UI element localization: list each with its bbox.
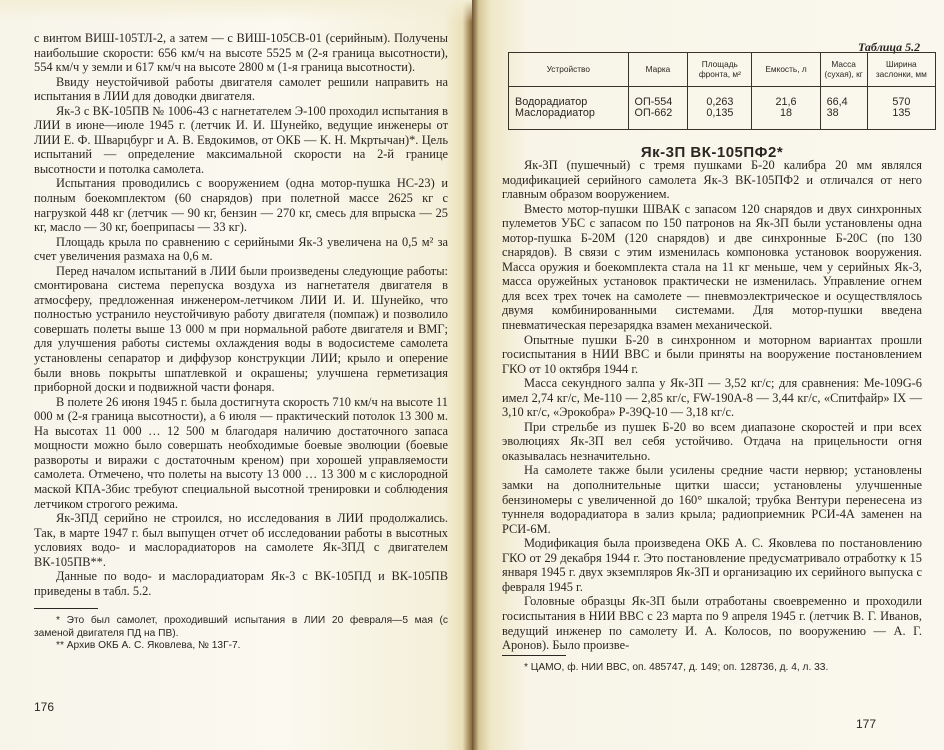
column-header: Площадь фронта, м² bbox=[688, 53, 752, 87]
right-page-body bbox=[502, 158, 922, 674]
table-caption: Таблица 5.2 bbox=[858, 40, 921, 54]
column-header: Марка bbox=[628, 53, 688, 87]
column-header: Ширина заслонки, мм bbox=[867, 53, 935, 87]
paragraph: Як-3ПД серийно не строился, но исследования в ЛИИ продолжались. Так, в марте 1947 г. был выпущен отчет об исследовании работы в высотных условиях водо- и маслорадиаторов на самолете Як-3ПД с двигателем ВК-105ПВ**. bbox=[34, 511, 448, 569]
paragraph: При стрельбе из пушек Б-20 во всем диапазоне скоростей и при всех эволюциях Як-3П вел себя устойчиво. Отдача на прицельности огня оказывалась незначительно. bbox=[502, 419, 922, 463]
cell-value: 135 bbox=[892, 107, 911, 119]
paragraph: Ввиду неустойчивой работы двигателя самолет решили направить на испытания в ЛИИ для доводки двигателя. bbox=[34, 74, 448, 104]
left-page-body bbox=[34, 31, 448, 653]
cell-value: 18 bbox=[780, 107, 793, 119]
section-title: Як-3П ВК-105ПФ2* bbox=[640, 144, 784, 161]
cell-value: 66,4 bbox=[826, 95, 848, 108]
paragraph: Масса секундного залпа у Як-3П — 3,52 кг/с; для сравнения: Ме-109G-6 имел 2,74 кг/с, Ме-110 — 2,85 кг/с, FW-190A-8 — 3,44 кг/с, «Спитфайр» IX — 3,10 кг/с, «Эрокобра» P-39Q-10 — 3,18 кг/с. bbox=[502, 376, 922, 420]
table-header-row bbox=[509, 53, 936, 87]
cell-value: ОП-662 bbox=[634, 107, 673, 119]
footnote-divider bbox=[502, 655, 566, 656]
column-header: Устройство bbox=[509, 53, 629, 87]
cell-value: Водорадиатор bbox=[515, 95, 588, 108]
paragraph: Опытные пушки Б-20 в синхронном и моторном вариантах прошли госиспытания в НИИ ВВС и были приняты на вооружение постановлением ГКО от 10 октября 1944 г. bbox=[502, 332, 922, 376]
cell-value: 570 bbox=[892, 95, 911, 108]
table-cell bbox=[752, 87, 820, 130]
table-cell bbox=[820, 87, 867, 130]
radiator-table bbox=[508, 52, 936, 130]
table-cell bbox=[688, 87, 752, 130]
cell-value: 21,6 bbox=[775, 95, 797, 108]
paragraph: Вместо мотор-пушки ШВАК с запасом 120 снарядов и двух синхронных пулеметов УБС с запасом по 150 патронов на Як-3П были установлены одна мотор-пушка Б-20М (120 снарядов) и две синхронные Б-20С (по 130 снарядов). В связи с этим изменилась компоновка установок вооружения. Масса оружия и боекомплекта стала на 11 кг меньше, чем у серийных Як-3, масса оружейных установок практически не изменилась. Управление огнем для всех трех точек на самолете — пневмоэлектрическое и осуществлялось двумя комбинированными системами. Для мотор-пушки введена пневматическая перезарядка взамен механической. bbox=[502, 201, 922, 333]
cell-value: ОП-554 bbox=[634, 95, 673, 108]
paragraph: Площадь крыла по сравнению с серийными Як-3 увеличена на 0,5 м² за счет увеличения размаха на 0,6 м. bbox=[34, 234, 448, 264]
table-cell bbox=[509, 87, 629, 130]
cell-value: 0,263 bbox=[706, 95, 734, 108]
footnote: * ЦАМО, ф. НИИ ВВС, оп. 485747, д. 149; оп. 128736, д. 4, л. 33. bbox=[524, 661, 829, 673]
paragraph: Як-3П (пушечный) с тремя пушками Б-20 калибра 20 мм являлся модификацией серийного самолета Як-3 ВК-105ПФ2 и отличался от него главным образом вооружением. bbox=[502, 158, 922, 202]
paragraph: с винтом ВИШ-105ТЛ-2, а затем — с ВИШ-105СВ-01 (серийным). Получены наибольшие скорости: 656 км/ч на высоте 5525 м (2-я граница высотности), 554 км/ч у земли и 617 км/ч на высоте 2800 м (1-я граница высотности). bbox=[34, 31, 448, 75]
paragraph: На самолете также были усилены средние части нервюр; установлены замки на дополнительные щитки шасси; установлены улучшенные бензиномеры с увеличенной до 160° шкалой; трубка Вентури перенесена из туннеля водорадиатора в зализ крыла; радиоприемник РСИ-4А заменен на РСИ-6М. bbox=[502, 463, 922, 536]
footnote-divider bbox=[34, 608, 98, 609]
paragraph: Данные по водо- и маслорадиаторам Як-3 с ВК-105ПД и ВК-105ПВ приведены в табл. 5.2. bbox=[34, 569, 448, 598]
page-number: 176 bbox=[34, 700, 55, 714]
page-number: 177 bbox=[855, 717, 876, 731]
footnote: * Это был самолет, проходивший испытания в ЛИИ 20 февраля—5 мая (с заменой двигателя ПД на ПВ). bbox=[34, 615, 448, 639]
column-header: Емкость, л bbox=[752, 53, 820, 87]
paragraph: Головные образцы Як-3П были отработаны своевременно и проходили госиспытания в НИИ ВВС с 23 марта по 9 апреля 1945 г. (летчик В. Г. Иванов, ведущий инженер по самолету И. А. Колосов, по вооружению — А. Г. Аронов). Было произве- bbox=[502, 594, 922, 653]
cell-value: 38 bbox=[826, 107, 839, 119]
table-row bbox=[509, 87, 936, 130]
column-header: Масса (сухая), кг bbox=[820, 53, 867, 87]
paragraph: Перед началом испытаний в ЛИИ были произведены следующие работы: смонтирована система перепуска воздуха из нагнетателя двигателя в атмосферу, предложенная инженером-летчиком ЛИИ И. И. Шунейко, что полностью устранило неустойчивую работу двигателя (помпаж) и позволило совершать полеты выше 13 000 м при нормальной работе двигателя и ВМГ; для улучшения работы системы охлаждения воды в водосистеме самолета установлены сепаратор и диффузор конструкции ЛИИ; крыло и оперение были вновь покрыты шпатлевкой и окрашены; улучшена герметизация приборной доски и подвижной части фонаря. bbox=[34, 263, 448, 395]
cell-value: Маслорадиатор bbox=[515, 107, 595, 119]
paragraph: Як-3 с ВК-105ПВ № 1006-43 с нагнетателем Э-100 проходил испытания в ЛИИ в июне—июле 1945 г. (летчик И. И. Шунейко, ведущие инженеры от ЛИИ Е. Ф. Шварцбург и А. В. Евдокимов, от ОКБ — К. Н. Мкртычан)*. Цель испытаний — определение максимальной скорости на 2-й границе высотности и потолка самолета. bbox=[34, 103, 448, 176]
table-cell bbox=[867, 87, 935, 130]
cell-value: 0,135 bbox=[706, 107, 734, 119]
table-cell bbox=[628, 87, 688, 130]
paragraph: Модификация была произведена ОКБ А. С. Яковлева по постановлению ГКО от 29 декабря 1944 г. Это постановление предусматривало отработку к 15 января 1945 г. двух экземпляров Як-3П и организацию их серийного выпуска с февраля 1945 г. bbox=[502, 536, 922, 594]
paragraph: Испытания проводились с вооружением (одна мотор-пушка НС-23) и полным боекомплектом (60 снарядов) при полетной массе 2625 кг с нагрузкой 448 кг (летчик — 90 кг, бензин — 270 кг, смесь для впрыска — 25 кг, масло — 30 кг, боеприпасы — 33 кг). bbox=[34, 176, 448, 235]
footnote: ** Архив ОКБ А. С. Яковлева, № 13Г-7. bbox=[56, 640, 241, 652]
paragraph: В полете 26 июня 1945 г. была достигнута скорость 710 км/ч на высоте 11 000 м (2-я граница высотности), а 6 июля — практический потолок 13 300 м. На высотах 11 000 … 12 500 м благодаря наличию достаточного запаса мощности можно было совершать необходимые боевые эволюции (боевые развороты и виражи с достаточным креном) при хорошей управляемости самолета. Отмечено, что полеты на высоту 13 000 … 13 300 м с кислородной маской КПА-3бис требуют специальной высотной тренировки и соблюдения летчиком строгого режима. bbox=[34, 394, 448, 511]
